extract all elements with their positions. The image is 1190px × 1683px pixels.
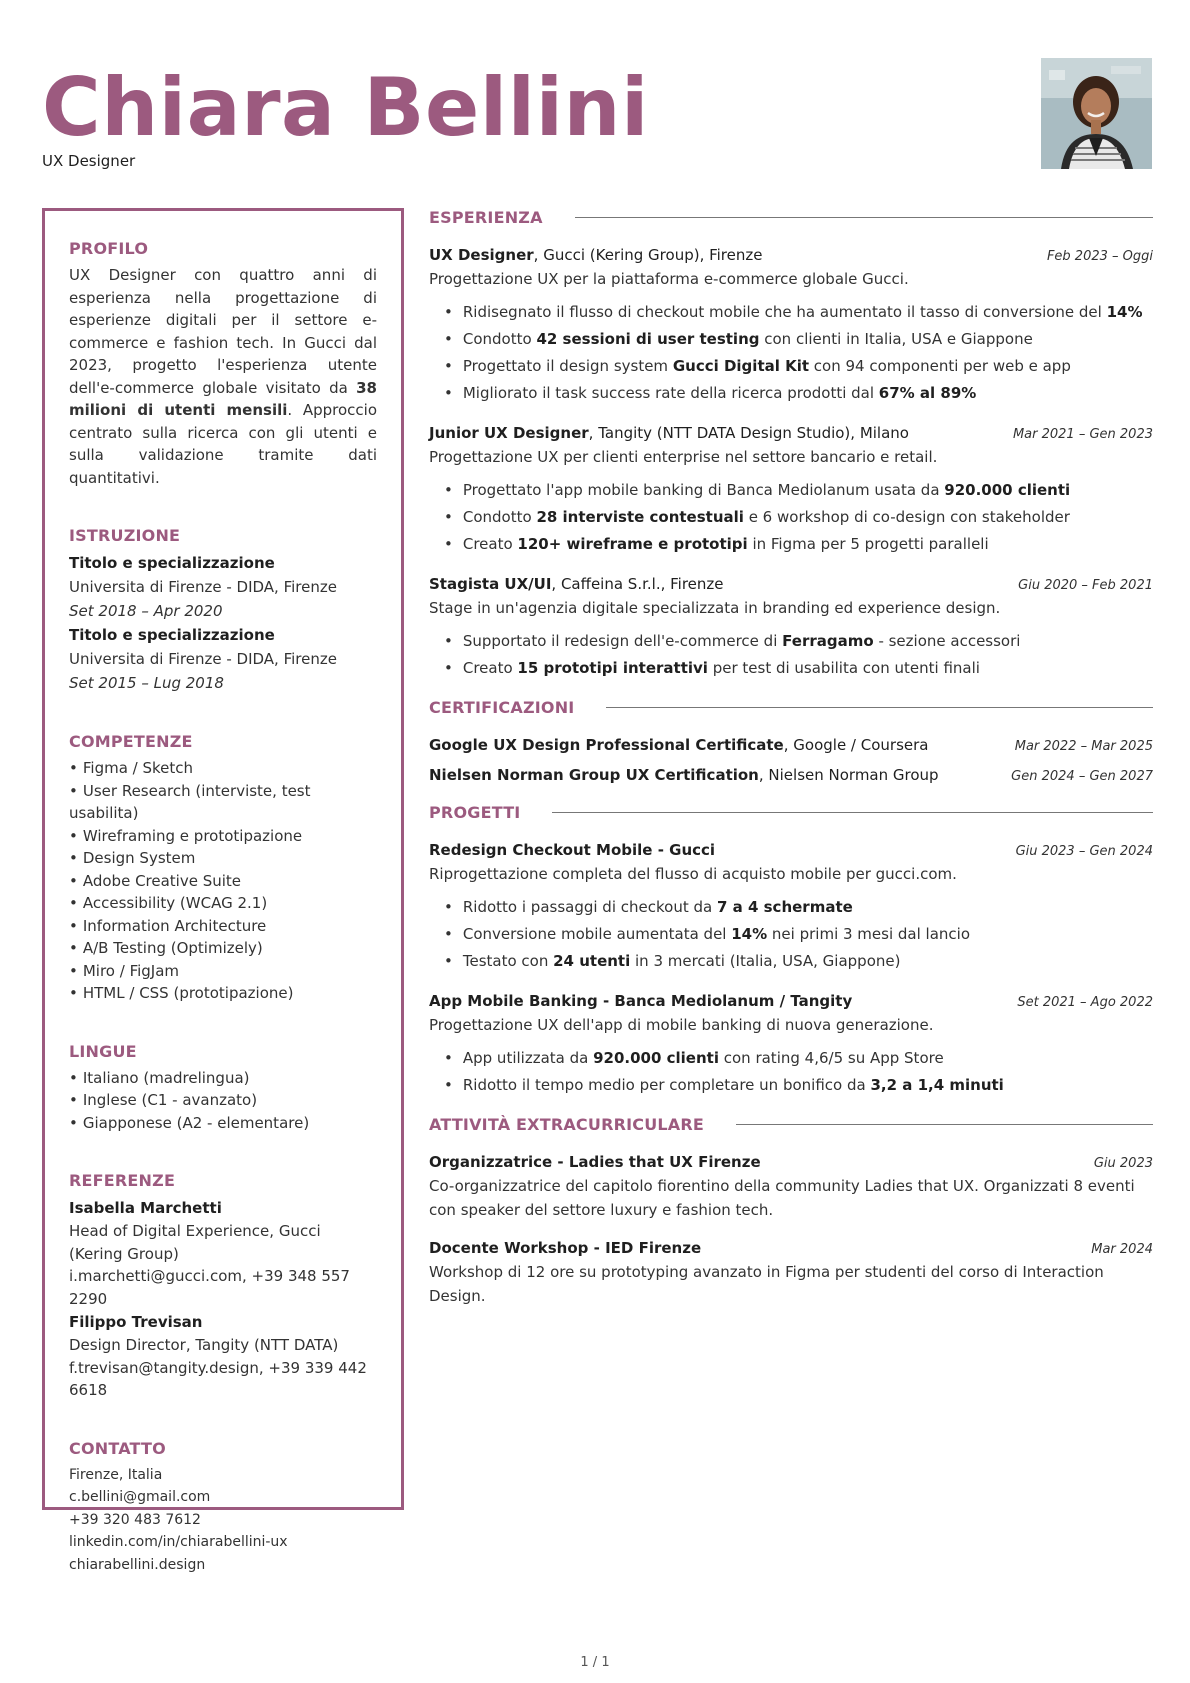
experience-description: Progettazione UX per la piattaforma e-commerce globale Gucci.: [429, 270, 909, 288]
candidate-name: [42, 61, 649, 154]
education-section: [69, 526, 377, 695]
education-school: Universita di Firenze - DIDA, Firenze: [69, 650, 337, 668]
bullet-item: • Creato 15 prototipi interattivi per test di usabilita con utenti finali: [444, 655, 1153, 682]
bullet-item: • Creato 120+ wireframe e prototipi in Figma per 5 progetti paralleli: [444, 531, 1153, 558]
reference-name: Filippo Trevisan: [69, 1313, 203, 1331]
projects-section: [429, 803, 1153, 1099]
reference-contact: f.trevisan@tangity.design, +39 339 442 6618: [69, 1358, 367, 1399]
activities-section: [429, 1115, 1153, 1308]
profile-heading: PROFILO: [69, 239, 149, 258]
skill-item: • Wireframing e prototipazione: [69, 825, 377, 848]
certification-name: Nielsen Norman Group UX Certification: [429, 766, 759, 784]
education-heading: ISTRUZIONE: [69, 526, 181, 545]
sidebar: [42, 208, 404, 1573]
project-description: Progettazione UX dell'app di mobile banking di nuova generazione.: [429, 1016, 934, 1034]
experience-title: [429, 421, 909, 445]
contact-section: [69, 1439, 377, 1577]
reference-contact: i.marchetti@gucci.com, +39 348 557 2290: [69, 1267, 350, 1308]
experience-header: [429, 208, 1153, 227]
education-dates: Set 2018 – Apr 2020: [69, 602, 223, 620]
experience-org: , Tangity (NTT DATA Design Studio), Milano: [588, 424, 909, 442]
skill-item: • Accessibility (WCAG 2.1): [69, 892, 377, 915]
certifications-section: [429, 698, 1153, 787]
project-bullets: [429, 894, 1153, 975]
experience-entry: [429, 243, 1153, 407]
language-item: • Italiano (madrelingua): [69, 1067, 377, 1090]
projects-heading: PROGETTI: [429, 803, 521, 822]
skill-item: • Information Architecture: [69, 915, 377, 938]
bullet-item: • Ridotto il tempo medio per completare un bonifico da 3,2 a 1,4 minuti: [444, 1072, 1153, 1099]
activity-dates: Mar 2024: [1091, 1242, 1153, 1257]
project-entry: [429, 838, 1153, 975]
skills-list: [69, 757, 377, 1005]
profile-section: [69, 239, 377, 489]
activities-heading: ATTIVITÀ EXTRACURRICULARE: [429, 1115, 705, 1134]
skill-item: • HTML / CSS (prototipazione): [69, 982, 377, 1005]
experience-description: Progettazione UX per clienti enterprise nel settore bancario e retail.: [429, 448, 938, 466]
certification-dates: Mar 2022 – Mar 2025: [1014, 739, 1153, 754]
skill-item: • Design System: [69, 847, 377, 870]
bullet-item: • Ridotto i passaggi di checkout da 7 a 4 schermate: [444, 894, 1153, 921]
education-school: Universita di Firenze - DIDA, Firenze: [69, 578, 337, 596]
contact-website-link[interactable]: chiarabellini.design: [69, 1556, 206, 1573]
languages-section: [69, 1042, 377, 1135]
experience-dates: Giu 2020 – Feb 2021: [1018, 578, 1153, 593]
project-dates: Set 2021 – Ago 2022: [1017, 995, 1153, 1010]
main-content: [429, 208, 1153, 1322]
reference-item: [69, 1196, 377, 1310]
reference-name: Isabella Marchetti: [69, 1199, 222, 1217]
experience-role: Junior UX Designer: [429, 424, 589, 442]
skills-heading: COMPETENZE: [69, 732, 193, 751]
certification-dates: Gen 2024 – Gen 2027: [1011, 769, 1153, 784]
experience-bullets: [429, 299, 1153, 407]
section-divider: [736, 1124, 1153, 1125]
education-degree: Titolo e specializzazione: [69, 554, 275, 572]
certification-name: Google UX Design Professional Certificate: [429, 736, 784, 754]
project-name: App Mobile Banking - Banca Mediolanum / Tangity: [429, 992, 853, 1010]
references-section: [69, 1171, 377, 1402]
page-number: 1 / 1: [580, 1655, 610, 1670]
project-entry: [429, 989, 1153, 1099]
experience-dates: Feb 2023 – Oggi: [1046, 249, 1153, 264]
experience-role: UX Designer: [429, 246, 534, 264]
certification-issuer: , Google / Coursera: [783, 736, 929, 754]
last-name: Bellini: [363, 61, 649, 154]
skill-item: • Adobe Creative Suite: [69, 870, 377, 893]
bullet-item: • Testato con 24 utenti in 3 mercati (Italia, USA, Giappone): [444, 948, 1153, 975]
activity-name: Docente Workshop - IED Firenze: [429, 1239, 702, 1257]
skills-section: [69, 732, 377, 1005]
experience-title: [429, 243, 763, 267]
first-name: Chiara: [42, 61, 336, 154]
section-divider: [575, 217, 1153, 218]
certification-item: [429, 763, 1153, 787]
experience-org: , Caffeina S.r.l., Firenze: [551, 575, 724, 593]
project-bullets: [429, 1045, 1153, 1099]
certifications-header: [429, 698, 1153, 717]
contact-location: Firenze, Italia: [69, 1466, 163, 1483]
project-dates: Giu 2023 – Gen 2024: [1015, 844, 1153, 859]
activity-description: Co-organizzatrice del capitolo fiorentino della community Ladies that UX. Organizzati 8 eventi con speaker del settore luxury e fashion tech.: [429, 1177, 1135, 1219]
language-item: • Inglese (C1 - avanzato): [69, 1089, 377, 1112]
experience-bullets: [429, 477, 1153, 558]
certification-issuer: , Nielsen Norman Group: [758, 766, 939, 784]
activity-name: Organizzatrice - Ladies that UX Firenze: [429, 1153, 761, 1171]
portrait-image: [1041, 58, 1152, 169]
education-item: [69, 623, 377, 695]
activity-entry: [429, 1150, 1153, 1222]
education-dates: Set 2015 – Lug 2018: [69, 674, 224, 692]
certifications-heading: CERTIFICAZIONI: [429, 698, 575, 717]
section-divider: [552, 812, 1153, 813]
skill-item: • User Research (interviste, test usabilita): [69, 780, 377, 825]
experience-entry: [429, 421, 1153, 558]
activities-header: [429, 1115, 1153, 1134]
skill-item: • Figma / Sketch: [69, 757, 377, 780]
contact-heading: CONTATTO: [69, 1438, 166, 1458]
education-item: [69, 551, 377, 623]
bullet-item: • Condotto 42 sessioni di user testing con clienti in Italia, USA e Giappone: [444, 326, 1153, 353]
profile-text-a: UX Designer con quattro anni di esperienza nella progettazione di esperienze digitali per il settore e-commerce e fashion tech. In Gucci dal 2023, progetto l'esperienza utente dell'e-commerce globale visitato da: [69, 266, 377, 397]
contact-phone[interactable]: +39 320 483 7612: [69, 1511, 201, 1528]
contact-email-link[interactable]: c.bellini@gmail.com: [69, 1489, 211, 1505]
project-description: Riprogettazione completa del flusso di acquisto mobile per gucci.com.: [429, 865, 957, 883]
experience-dates: Mar 2021 – Gen 2023: [1012, 427, 1153, 442]
projects-header: [429, 803, 1153, 822]
bullet-item: • Conversione mobile aumentata del 14% nei primi 3 mesi dal lancio: [444, 921, 1153, 948]
bullet-item: • Ridisegnato il flusso di checkout mobile che ha aumentato il tasso di conversione del 14%: [444, 299, 1153, 326]
job-title: UX Designer: [42, 152, 136, 170]
experience-heading: ESPERIENZA: [429, 208, 543, 227]
bullet-item: • App utilizzata da 920.000 clienti con rating 4,6/5 su App Store: [444, 1045, 1153, 1072]
experience-section: [429, 208, 1153, 682]
experience-title: [429, 572, 724, 596]
experience-entry: [429, 572, 1153, 682]
language-item: • Giapponese (A2 - elementare): [69, 1112, 377, 1135]
experience-role: Stagista UX/UI: [429, 575, 552, 593]
bullet-item: • Supportato il redesign dell'e-commerce di Ferragamo - sezione accessori: [444, 628, 1153, 655]
experience-description: Stage in un'agenzia digitale specializzata in branding ed experience design.: [429, 599, 1001, 617]
skill-item: • A/B Testing (Optimizely): [69, 937, 377, 960]
bullet-item: • Migliorato il task success rate della ricerca prodotti dal 67% al 89%: [444, 380, 1153, 407]
contact-linkedin-link[interactable]: linkedin.com/in/chiarabellini-ux: [69, 1534, 288, 1550]
skill-item: • Miro / FigJam: [69, 960, 377, 983]
activity-entry: [429, 1236, 1153, 1308]
activity-description: Workshop di 12 ore su prototyping avanzato in Figma per studenti del corso di Interaction Design.: [429, 1263, 1104, 1305]
profile-photo: [1041, 58, 1152, 169]
certification-item: [429, 733, 1153, 757]
project-name: Redesign Checkout Mobile - Gucci: [429, 841, 716, 859]
reference-item: [69, 1310, 377, 1402]
profile-highlight: 38 milioni di utenti mensili: [69, 378, 377, 419]
education-degree: Titolo e specializzazione: [69, 626, 275, 644]
section-divider: [606, 707, 1153, 708]
bullet-item: • Condotto 28 interviste contestuali e 6 workshop di co-design con stakeholder: [444, 504, 1153, 531]
experience-org: , Gucci (Kering Group), Firenze: [533, 246, 763, 264]
profile-text-b: . Approccio centrato sulla ricerca con gli utenti e sulla validazione tramite dati quantitativi.: [69, 401, 377, 487]
bullet-item: • Progettato l'app mobile banking di Banca Mediolanum usata da 920.000 clienti: [444, 477, 1153, 504]
languages-heading: LINGUE: [69, 1041, 137, 1061]
reference-role: Head of Digital Experience, Gucci (Kering Group): [69, 1222, 321, 1263]
references-heading: REFERENZE: [69, 1171, 176, 1190]
languages-list: [69, 1067, 377, 1135]
experience-bullets: [429, 628, 1153, 682]
activity-dates: Giu 2023: [1093, 1156, 1153, 1171]
reference-role: Design Director, Tangity (NTT DATA): [69, 1336, 339, 1354]
bullet-item: • Progettato il design system Gucci Digital Kit con 94 componenti per web e app: [444, 353, 1153, 380]
profile-text: [69, 264, 377, 489]
